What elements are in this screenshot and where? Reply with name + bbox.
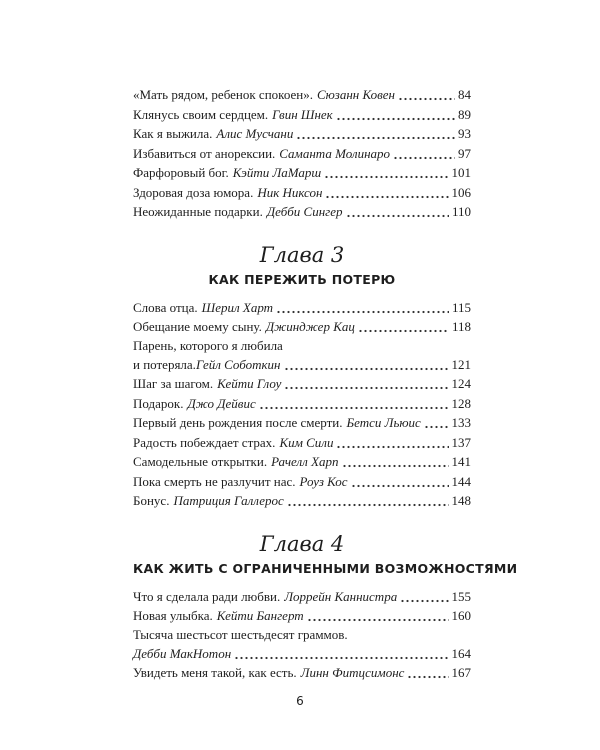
entry-author: Гвин Шнек	[272, 106, 333, 122]
entry-author: Сюзанн Ковен	[316, 87, 396, 102]
entry-page-number: 84	[458, 87, 471, 102]
entry-title: Избавиться от анорексии.	[133, 145, 276, 161]
entry-page-number: 97	[458, 145, 471, 161]
dot-leader	[234, 644, 448, 664]
entry-author: Кейти Бангерт	[216, 608, 304, 623]
dot-leader	[284, 355, 449, 375]
chapter-subtitle: КАК ПЕРЕЖИТЬ ПОТЕРЮ	[208, 271, 396, 287]
entry-author: Ким Сили	[279, 434, 334, 450]
entry-page-number: 106	[451, 184, 471, 200]
entry-author: Кейти Глоу	[217, 376, 282, 391]
entry-page-number: 133	[451, 415, 471, 430]
entry-title: Новая улыбка.	[133, 608, 213, 623]
dot-leader	[336, 105, 455, 125]
entry-page-number: 118	[451, 319, 471, 334]
toc-entry	[133, 163, 471, 183]
toc-entry	[133, 317, 471, 337]
entry-title: «Мать рядом, ребенок спокоен».	[133, 87, 313, 102]
entry-author: Кэйти ЛаМарш	[232, 165, 322, 180]
toc-entry	[133, 124, 471, 144]
toc-entry	[133, 606, 471, 626]
entry-page-number: 137	[451, 434, 471, 450]
entry-author: Джинджер Кац	[265, 319, 355, 334]
toc-entry	[133, 85, 471, 105]
dot-leader	[342, 452, 449, 472]
entry-title: Обещание моему сыну.	[133, 319, 262, 334]
dot-leader	[358, 317, 449, 337]
entry-title: Фарфоровый бог.	[133, 165, 229, 180]
dot-leader	[398, 85, 455, 105]
entry-page-number: 128	[451, 395, 471, 411]
toc-entry-line1	[133, 337, 471, 355]
entry-author: Шерил Харт	[201, 299, 274, 315]
toc-entry	[133, 144, 471, 164]
toc-entry	[133, 105, 471, 125]
entry-page-number: 164	[451, 645, 471, 661]
entry-title: Неожиданные подарки.	[133, 204, 263, 219]
entry-title: Слова отца.	[133, 299, 198, 315]
dot-leader	[393, 144, 455, 164]
entry-page-number: 167	[451, 665, 471, 680]
toc-entry	[133, 433, 471, 453]
table-of-contents	[133, 85, 518, 683]
entry-page-number: 148	[451, 493, 471, 508]
toc-entry	[133, 298, 471, 318]
entry-page-number: 124	[451, 376, 471, 391]
entry-author: Гейл Соботкин	[195, 356, 281, 372]
entry-page-number: 155	[451, 588, 471, 604]
toc-entry	[133, 413, 471, 433]
toc-entry	[133, 374, 471, 394]
entry-title-line1: Парень, которого я любила	[133, 337, 283, 353]
toc-entry	[133, 202, 471, 222]
dot-leader	[307, 606, 449, 626]
entry-author: Лоррейн Каннистра	[284, 588, 398, 604]
entry-page-number: 141	[451, 454, 471, 469]
entry-title: Радость побеждает страх.	[133, 434, 276, 450]
dot-leader	[287, 491, 449, 511]
dot-leader	[259, 394, 449, 414]
entry-title: Подарок.	[133, 395, 184, 411]
entry-author: Роуз Кос	[299, 473, 348, 489]
entry-title: Увидеть меня такой, как есть.	[133, 665, 297, 680]
chapter-heading: Глава 4	[259, 531, 345, 556]
toc-entry-line1	[133, 626, 471, 644]
entry-author: Саманта Молинаро	[279, 145, 391, 161]
toc-entry	[133, 452, 471, 472]
entry-author: Дебби МакНотон	[133, 645, 232, 661]
chapter-heading: Глава 3	[259, 242, 345, 267]
entry-author: Алис Мусчани	[216, 126, 294, 141]
entry-author: Рачелл Харп	[271, 454, 339, 469]
page-number: 6	[296, 694, 304, 708]
dot-leader	[346, 202, 449, 222]
dot-leader	[325, 183, 448, 203]
dot-leader	[424, 413, 449, 433]
toc-entry	[133, 472, 471, 492]
entry-page-number: 160	[451, 608, 471, 623]
dot-leader	[296, 124, 455, 144]
entry-page-number: 93	[458, 126, 471, 141]
toc-entry	[133, 663, 471, 683]
entry-author: Линн Фитцсимонс	[300, 665, 405, 680]
toc-entry	[133, 587, 471, 607]
entry-author: Джо Дейвис	[187, 395, 256, 411]
entry-page-number: 144	[451, 473, 471, 489]
entry-title: Пока смерть не разлучит нас.	[133, 473, 296, 489]
toc-entry	[133, 394, 471, 414]
entry-author: Дебби Сингер	[266, 204, 343, 219]
entry-author: Бетси Льюис	[346, 415, 421, 430]
entry-page-number: 101	[451, 165, 471, 180]
entry-author: Патриция Галлерос	[173, 493, 284, 508]
entry-author: Ник Никсон	[257, 184, 323, 200]
entry-page-number: 121	[451, 356, 471, 372]
toc-entry	[133, 183, 471, 203]
dot-leader	[400, 587, 448, 607]
entry-title: Здоровая доза юмора.	[133, 184, 254, 200]
dot-leader	[407, 663, 448, 683]
entry-title: Самодельные открытки.	[133, 454, 268, 469]
dot-leader	[284, 374, 448, 394]
toc-entry	[133, 644, 471, 664]
entry-title: Как я выжила.	[133, 126, 213, 141]
entry-page-number: 115	[451, 299, 471, 315]
entry-title-line1: Тысяча шестьсот шестьдесят граммов.	[133, 626, 348, 642]
entry-page-number: 89	[458, 106, 471, 122]
entry-title: Что я сделала ради любви.	[133, 588, 281, 604]
dot-leader	[276, 298, 449, 318]
dot-leader	[351, 472, 449, 492]
entry-title: Шаг за шагом.	[133, 376, 214, 391]
chapter-subtitle: КАК ЖИТЬ С ОГРАНИЧЕННЫМИ ВОЗМОЖНОСТЯМИ	[133, 560, 518, 576]
entry-title: Клянусь своим сердцем.	[133, 106, 269, 122]
dot-leader	[324, 163, 448, 183]
toc-entry	[133, 355, 471, 375]
entry-title: Бонус.	[133, 493, 170, 508]
entry-page-number: 110	[451, 204, 471, 219]
dot-leader	[336, 433, 448, 453]
entry-title: Первый день рождения после смерти.	[133, 415, 343, 430]
entry-title: и потеряла.	[133, 356, 196, 372]
toc-entry	[133, 491, 471, 511]
